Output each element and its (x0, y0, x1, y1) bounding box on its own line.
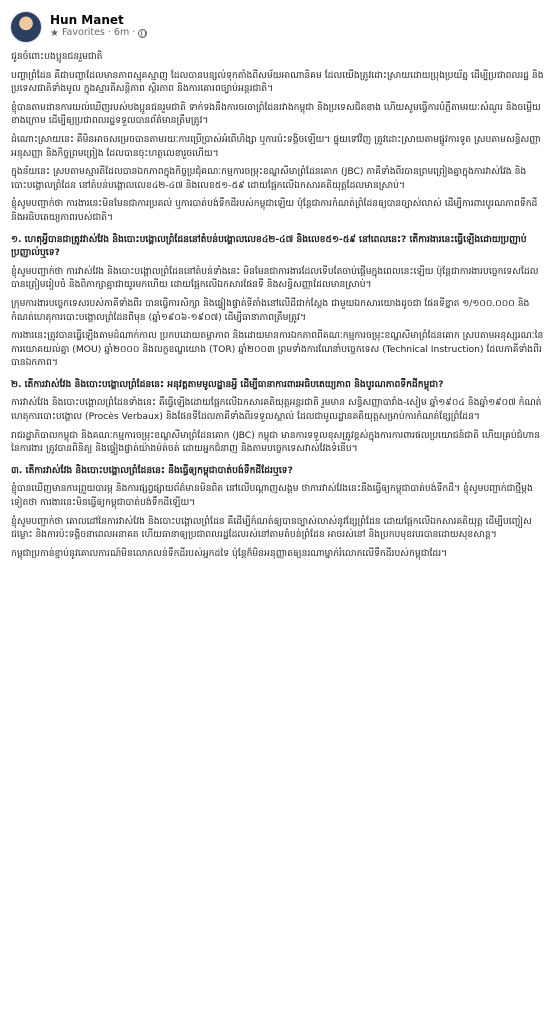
post-paragraph: ក្នុងន័យនេះ ស្របតាមស្មារតីដែលបានឯកភាពក្នុងកិច្ចប្រជុំគណៈកម្មការចម្រុះខណ្ឌសីមាព្រំដែនគោក (JBC) ភាគីទាំងពីរបានព្រមព្រៀងគ្នាក្នុងការវាស់វែង និងបោះបង្គោលព្រំដែន នៅតំបន់បង្គោលលេខ៤២-៤៧ និងលេខ៥១-៥៩ ដោយផ្អែកលើឯកសារគតិយុត្តដែលមានស្រាប់។ (11, 166, 527, 191)
post-time[interactable]: 6m (113, 27, 130, 39)
post-paragraph: ខ្ញុំបានតាមដានការយល់ឃើញរបស់បងប្អូនជនរួមជាតិ ទាក់ទងនឹងការចរចាព្រំដែនរវាងកម្ពុជា និងប្រទេសជិតខាង ហើយសូមធ្វើការបំភ្លឺតាមរយៈសំណួរ និងចម្លើយខាងក្រោម ដើម្បីឲ្យប្រជាពលរដ្ឋទទួលបានព័ត៌មានត្រឹមត្រូវ។ (11, 101, 541, 127)
post-header (0, 0, 557, 46)
author-name[interactable]: Hun Manet (50, 13, 124, 28)
separator: · (132, 27, 136, 39)
post-paragraph: ដំណោះស្រាយនេះ គឺមិនអាចសម្រេចបានតាមរយៈការប្រើប្រាស់អំពើហិង្សា ឬការប៉ះទង្គិចឡើយ។ ផ្ទុយទៅវិញ ត្រូវដោះស្រាយតាមផ្លូវការទូត ស្របតាមសន្ធិសញ្ញា អនុសញ្ញា និងកិច្ចព្រមព្រៀង ដែលបានចុះហត្ថលេខារួចហើយ។ (11, 133, 541, 159)
post-paragraph: ជូនចំពោះបងប្អូនជនរួមជាតិ (11, 51, 103, 62)
post-content (0, 46, 557, 560)
star-icon: ★ (50, 28, 59, 40)
avatar[interactable] (10, 11, 42, 43)
post-paragraph: ខ្ញុំសូមបញ្ជាក់ថា គោលដៅនៃការវាស់វែង និងបោះបង្គោលព្រំដែន គឺដើម្បីកំណត់ឲ្យបានច្បាស់លាស់នូវខ្សែព្រំដែន ដោយផ្អែកលើឯកសារគតិយុត្ត ដើម្បីបញ្ចៀសជម្លោះ និងការប៉ះទង្គិចនាពេលអនាគត ហើយធានាឲ្យប្រជាពលរដ្ឋដែលរស់នៅតាមតំបន់ព្រំដែន អាចរស់នៅ និងប្រកបមុខរបរបានដោយសុខសាន្ត។ (11, 515, 532, 541)
post-paragraph: ការងារនេះត្រូវបានធ្វើឡើងតាមដំណាក់កាល ប្រកបដោយតម្លាភាព និងដោយមានការឯកភាពពីគណៈកម្មការចម្រុះខណ្ឌសីមាព្រំដែនគោក ស្របតាមអនុស្សរណៈនៃការយោគយល់គ្នា (MOU) ឆ្នាំ២០០០ និងលក្ខខណ្ឌយោង (TOR) ឆ្នាំ២០០៣ ព្រមទាំងការណែនាំបច្ចេកទេស (Technical Instruction) ដែលភាគីទាំងពីរបានឯកភាព។ (11, 330, 544, 369)
post-paragraph: ក្រុមការងារបច្ចេកទេសរបស់ភាគីទាំងពីរ បានធ្វើការសិក្សា និងផ្ទៀងផ្ទាត់ទីតាំងនៅលើដីជាក់ស្តែង ជាមួយឯកសារយោងដូចជា ផែនទីខ្នាត ១/១០០.០០០ និងកំណត់ហេតុការបោះបង្គោលព្រំដែនពីមុន (ឆ្នាំ១៩០៦-១៩០៧) ដើម្បីធានាភាពត្រឹមត្រូវ។ (11, 297, 530, 323)
question-heading: ២. តើការវាស់វែង និងបោះបង្គោលព្រំដែននេះ អនុវត្តតាមមូលដ្ឋានអ្វី ដើម្បីធានាការពារអធិបតេយ្យភាព និងបូរណភាពទឹកដីកម្ពុជា? (11, 378, 444, 390)
post-meta (50, 14, 147, 39)
post-paragraph: រាជរដ្ឋាភិបាលកម្ពុជា និងគណៈកម្មការចម្រុះខណ្ឌសីមាព្រំដែនគោក (JBC) កម្ពុជា មានការទទួលខុសត្រូវខ្ពស់ក្នុងការការពារផលប្រយោជន៍ជាតិ ហើយគ្រប់ជំហាននៃការងារ ត្រូវបានពិនិត្យ និងផ្ទៀងផ្ទាត់យ៉ាងម៉ត់ចត់ ដោយអ្នកជំនាញ និងតាមបច្ចេកទេសវាស់វែងទំនើប។ (11, 429, 541, 455)
globe-icon (138, 29, 147, 38)
post-subline (50, 28, 147, 40)
post-paragraph: ខ្ញុំសូមបញ្ជាក់ថា ការងារនេះមិនមែនជាការប្រគល់ ឬការបាត់បង់ទឹកដីរបស់កម្ពុជាឡើយ ប៉ុន្តែជាការកំណត់ព្រំដែនឲ្យបានច្បាស់លាស់ ដើម្បីការពារបូរណភាពទឹកដី និងអធិបតេយ្យភាពរបស់ជាតិ។ (11, 198, 538, 223)
question-heading: ៣. តើការវាស់វែង និងបោះបង្គោលព្រំដែននេះ នឹងធ្វើឲ្យកម្ពុជាបាត់បង់ទឹកដីដែរឬទេ? (11, 464, 293, 476)
post-paragraph: ខ្ញុំសូមបញ្ជាក់ថា ការវាស់វែង និងបោះបង្គោលព្រំដែននៅតំបន់ទាំងនេះ មិនមែនជាការងារដែលទើបតែចាប់ផ្តើមក្នុងពេលនេះឡើយ ប៉ុន្តែជាការងារបច្ចេកទេសដែលបានត្រៀមរៀបចំ និងពិភាក្សាគ្នាជាយូរមកហើយ ដោយផ្អែកលើឯកសារផែនទី និងសន្ធិសញ្ញាដែលមានស្រាប់។ (11, 265, 539, 291)
audience-label[interactable]: Favorites (61, 27, 105, 39)
post-paragraph: កម្ពុជាប្រកាន់ខ្ជាប់នូវគោលការណ៍មិនលោភលន់ទឹកដីរបស់អ្នកដទៃ ប៉ុន្តែក៏មិនអនុញ្ញាតឲ្យនរណាម្នាក់រំលោភលើទឹកដីរបស់កម្ពុជាដែរ។ (11, 547, 448, 559)
separator: · (107, 27, 111, 39)
question-heading: ១. ហេតុអ្វីបានជាត្រូវវាស់វែង និងបោះបង្គោលព្រំដែននៅតំបន់បង្គោលលេខ៤២-៤៧ និងលេខ៥១-៥៩ នៅពេលនេះ? តើការងារនេះធ្វើឡើងដោយប្រញាប់ប្រញាល់ឬទេ? (11, 233, 527, 259)
post-paragraph: ការវាស់វែង និងបោះបង្គោលព្រំដែនទាំងនេះ គឺធ្វើឡើងដោយផ្អែកលើឯកសារគតិយុត្តអន្តរជាតិ រួមមាន សន្ធិសញ្ញាបារាំង-សៀម ឆ្នាំ១៩០៤ និងឆ្នាំ១៩០៧ កំណត់ហេតុការបោះបង្គោល (Procès Verbaux) និងផែនទីដែលភាគីទាំងពីរទទួលស្គាល់ ដែលជាមូលដ្ឋានគតិយុត្តសម្រាប់ការកំណត់ខ្សែព្រំដែន។ (11, 397, 542, 423)
post-paragraph: ខ្ញុំបានឃើញមានការព្រួយបារម្ភ និងការផ្សព្វផ្សាយព័ត៌មានមិនពិត នៅលើបណ្តាញសង្គម ថាការវាស់វែងនេះនឹងធ្វើឲ្យកម្ពុជាបាត់បង់ទឹកដី។ ខ្ញុំសូមបញ្ជាក់ជាថ្មីម្តងទៀតថា ការងារនេះមិនធ្វើឲ្យកម្ពុជាបាត់បង់ទឹកដីឡើយ។ (11, 483, 533, 509)
post-paragraph: បញ្ហាព្រំដែន គឺជាបញ្ហាដែលមានភាពស្មុគស្មាញ ដែលបានបន្សល់ទុកតាំងពីសម័យអាណានិគម ដែលយើងត្រូវដោះស្រាយដោយប្រុងប្រយ័ត្ន ដើម្បីប្រជាពលរដ្ឋ និងប្រទេសជាតិទាំងមូល ក្នុងស្មារតីសន្តិភាព ស្ថិរភាព និងការគោរពច្បាប់អន្តរជាតិ។ (11, 69, 544, 95)
